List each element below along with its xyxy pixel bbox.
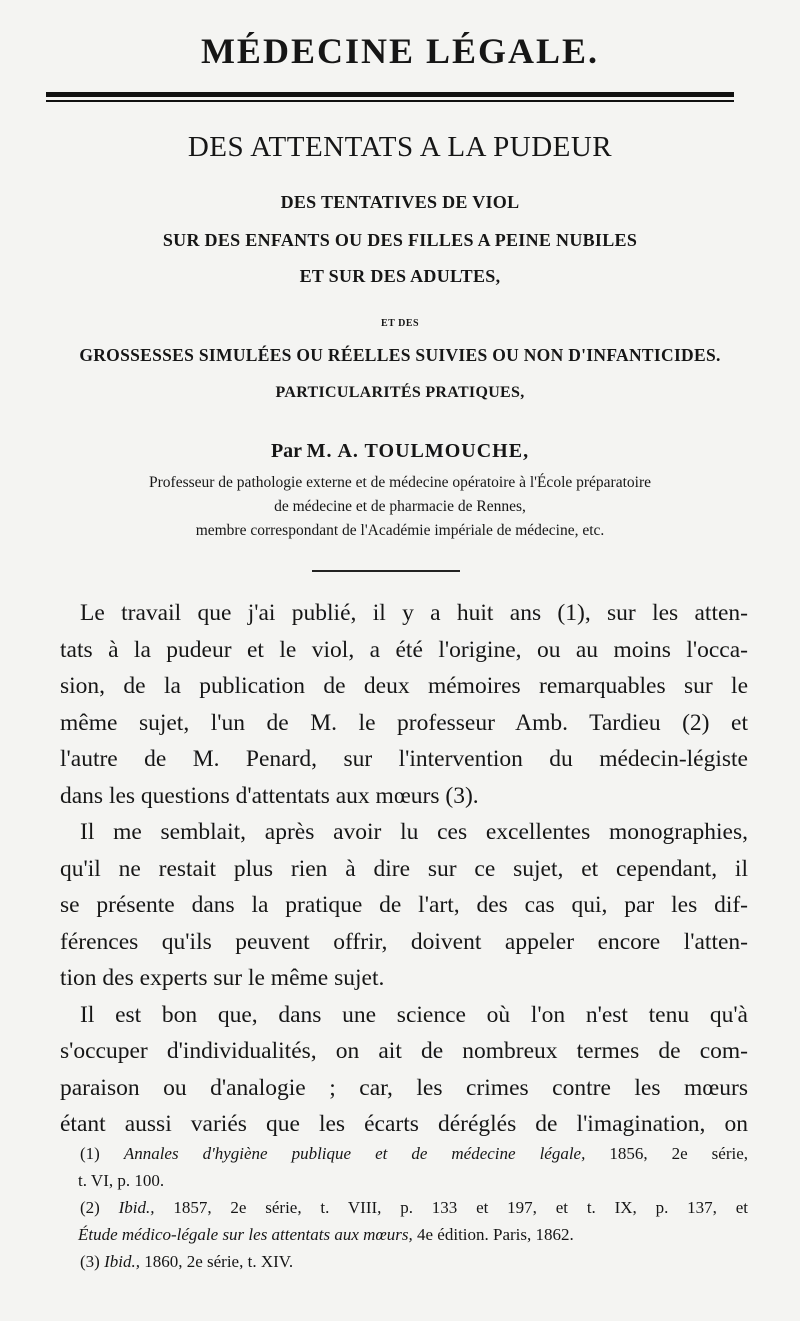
footnote-2-source: Ibid., [118, 1198, 155, 1217]
body-line: sion, de la publication de deux mémoires remarquables sur le [60, 673, 748, 699]
et-des-label: ET DES [380, 318, 420, 329]
article-title: DES ATTENTATS A LA PUDEUR [187, 131, 613, 163]
body-line: s'occuper d'individualités, on ait de nombreux termes de com- [60, 1038, 748, 1064]
subtitle-line-1: DES TENTATIVES DE VIOL [280, 192, 520, 212]
running-head: MÉDECINE LÉGALE. [200, 31, 600, 71]
body-line: même sujet, l'un de M. le professeur Amb. Tardieu (2) et [60, 709, 748, 736]
footnote-3-number: (3) [80, 1252, 100, 1271]
body-line: l'autre de M. Penard, sur l'intervention du médecin-légiste [60, 746, 748, 772]
body-text [60, 595, 748, 1143]
body-line: paraison ou d'analogie ; car, les crimes contre les mœurs [60, 1074, 748, 1101]
header-double-rule [46, 92, 734, 104]
footnote-1-line-2: t. VI, p. 100. [78, 1171, 165, 1190]
footnote-1-number: (1) [80, 1144, 100, 1163]
footnote-2-edition: 4e édition. Paris, 1862. [417, 1225, 574, 1244]
author-name: M. A. TOULMOUCHE, [306, 440, 530, 462]
subtitle-grossesses: GROSSESSES SIMULÉES OU RÉELLES SUIVIES OU NON D'INFANTICIDES. [79, 345, 721, 365]
author-prefix: Par [270, 440, 302, 462]
body-line: se présente dans la pratique de l'art, des cas qui, par les dif- [60, 892, 748, 918]
affiliation-line-2: de médecine et de pharmacie de Rennes, [274, 498, 526, 515]
footnote-1-line-1 [80, 1140, 748, 1167]
footnote-3-source: Ibid., [104, 1252, 140, 1271]
footnote-2-line-1 [80, 1194, 748, 1221]
body-line: qu'il ne restait plus rien à dire sur ce sujet, et cependant, il [60, 855, 748, 882]
body-line: férences qu'ils peuvent offrir, doivent appeler encore l'atten- [60, 928, 748, 955]
subtitle-particularites: PARTICULARITÉS PRATIQUES, [275, 384, 525, 401]
body-line: Il est bon que, dans une science où l'on n'est tenu qu'à [80, 1001, 748, 1028]
footnote-3-details: 1860, 2e série, t. XIV. [144, 1252, 294, 1271]
subtitle-line-2: SUR DES ENFANTS OU DES FILLES A PEINE NUBILES [162, 230, 638, 250]
footnote-2-details: 1857, 2e série, t. VIII, p. 133 et 197, et t. IX, p. 137, et [173, 1198, 748, 1217]
affiliation-line-3: membre correspondant de l'Académie impériale de médecine, etc. [195, 522, 605, 539]
body-line: Il me semblait, après avoir lu ces excellentes monographies, [80, 819, 748, 845]
body-line: tion des experts sur le même sujet. [60, 965, 385, 991]
section-separator-rule [312, 570, 460, 572]
affiliation-line-1: Professeur de pathologie externe et de médecine opératoire à l'École préparatoire [149, 474, 651, 491]
footnote-1-details: 1856, 2e série, [609, 1144, 748, 1163]
body-line: tats à la pudeur et le viol, a été l'origine, ou au moins l'occa- [60, 636, 748, 663]
footnote-2-line-2 [78, 1221, 748, 1248]
footnote-2-work-title: Étude médico-légale sur les attentats aux mœurs, [78, 1225, 413, 1244]
body-line: Le travail que j'ai publié, il y a huit ans (1), sur les atten- [80, 600, 748, 626]
subtitle-line-3: ET SUR DES ADULTES, [299, 266, 501, 286]
footnote-3-line-1 [80, 1248, 748, 1275]
body-line: dans les questions d'attentats aux mœurs (3). [60, 782, 479, 809]
footnote-1-source: Annales d'hygiène publique et de médecine légale, [123, 1144, 586, 1163]
body-line: étant aussi variés que les écarts déréglés de l'imagination, on [60, 1111, 748, 1137]
footnote-2-number: (2) [80, 1198, 100, 1217]
footnotes [80, 1140, 748, 1275]
author-byline [0, 440, 800, 463]
